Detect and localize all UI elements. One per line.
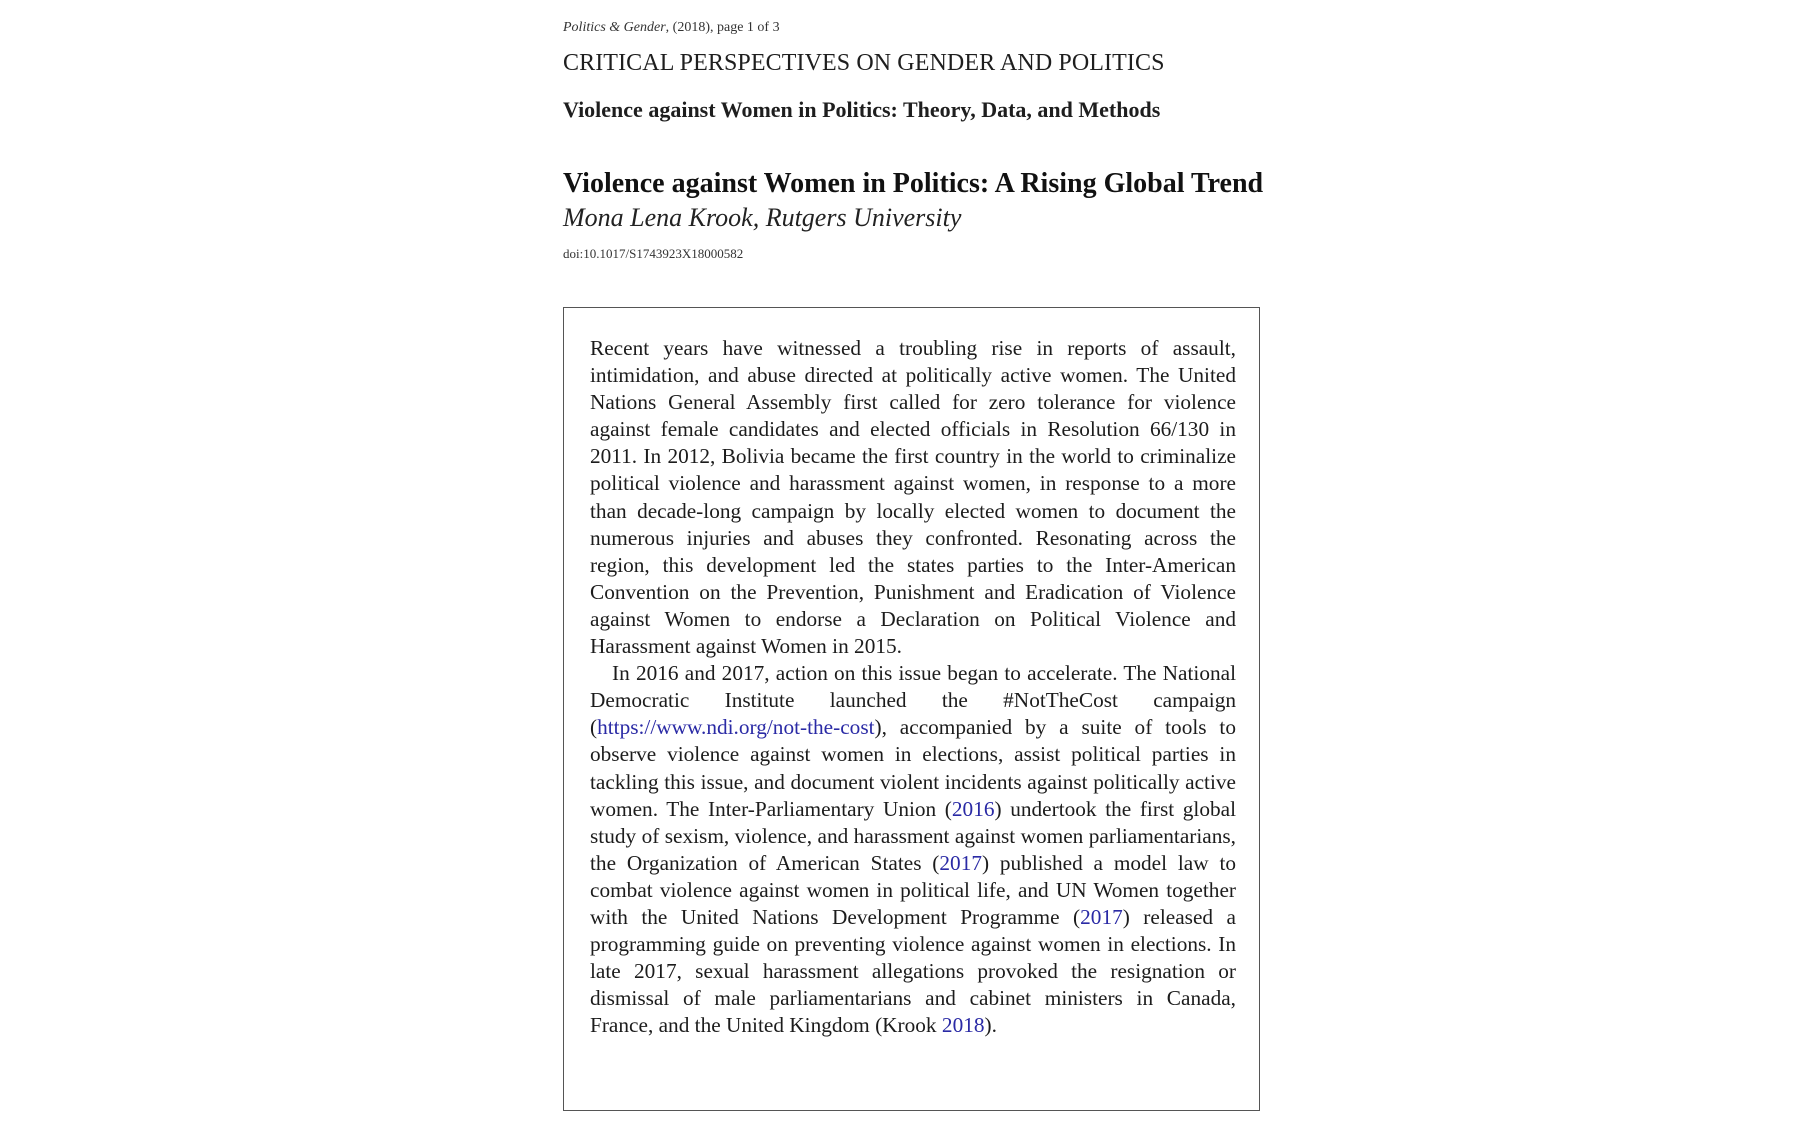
running-head-page-info: , (2018), page 1 of 3 <box>665 20 780 35</box>
series-title: Violence against Women in Politics: Theory, Data, and Methods <box>563 97 1161 122</box>
text-segment: In 2016 and 2017, action on this issue began to accelerate. The National Democratic Institute launched the #NotTheCost campaign ( <box>590 661 1236 740</box>
text-segment: ). <box>984 1013 997 1038</box>
citation-link-krook-2018[interactable]: 2018 <box>941 1013 985 1038</box>
running-head <box>563 20 780 36</box>
citation-link-undp-2017[interactable]: 2017 <box>1080 904 1123 929</box>
text-segment: ) undertook the first global study of sexism, violence, and harassment against women parliamentarians, the Organization of American States ( <box>590 796 1236 875</box>
text-segment: ) released a programming guide on preventing violence against women in elections. In late 2017, sexual harassment allegations provoked the resignation or dismissal of male parliamentarians and cabinet ministers in Canada, France, and the United Kingdom (Krook <box>590 904 1236 1038</box>
text-segment: ) published a model law to combat violence against women in political life, and UN Women together with the United Nations Development Programme ( <box>590 850 1237 929</box>
citation-link-oas-2017[interactable]: 2017 <box>939 850 982 875</box>
abstract-text <box>590 335 1236 1039</box>
citation-link-ipu-2016[interactable]: 2016 <box>951 796 995 821</box>
section-heading: CRITICAL PERSPECTIVES ON GENDER AND POLITICS <box>563 50 1165 76</box>
abstract-paragraph-1: Recent years have witnessed a troubling rise in reports of assault, intimidation, and abuse directed at politically active women. The United Nations General Assembly first called for zero tolerance for violence against female candidates and elected officials in Resolution 66/130 in 2011. In 2012, Bolivia became the first country in the world to criminalize political violence and harassment against women, in response to a more than decade-long campaign by locally elected women to document the numerous injuries and abuses they confronted. Resonating across the region, this development led the states parties to the Inter-American Convention on the Prevention, Punishment and Eradication of Violence against Women to endorse a Declaration on Political Violence and Harassment against Women in 2015. <box>590 336 1236 659</box>
text-segment: ), accompanied by a suite of tools to observe violence against women in elections, assist political parties in tackling this issue, and document violent incidents against politically active women. The Inter-Parliamentary Union ( <box>590 715 1236 821</box>
journal-name: Politics & Gender <box>563 20 666 35</box>
article-title: Violence against Women in Politics: A Rising Global Trend <box>563 168 1264 199</box>
ndi-url-link[interactable]: https://www.ndi.org/not-the-cost <box>597 715 875 740</box>
author-affiliation: Mona Lena Krook, Rutgers University <box>563 203 962 232</box>
abstract-paragraph-2 <box>590 660 1236 1039</box>
doi: doi:10.1017/S1743923X18000582 <box>563 246 744 261</box>
abstract-box <box>563 307 1260 1111</box>
